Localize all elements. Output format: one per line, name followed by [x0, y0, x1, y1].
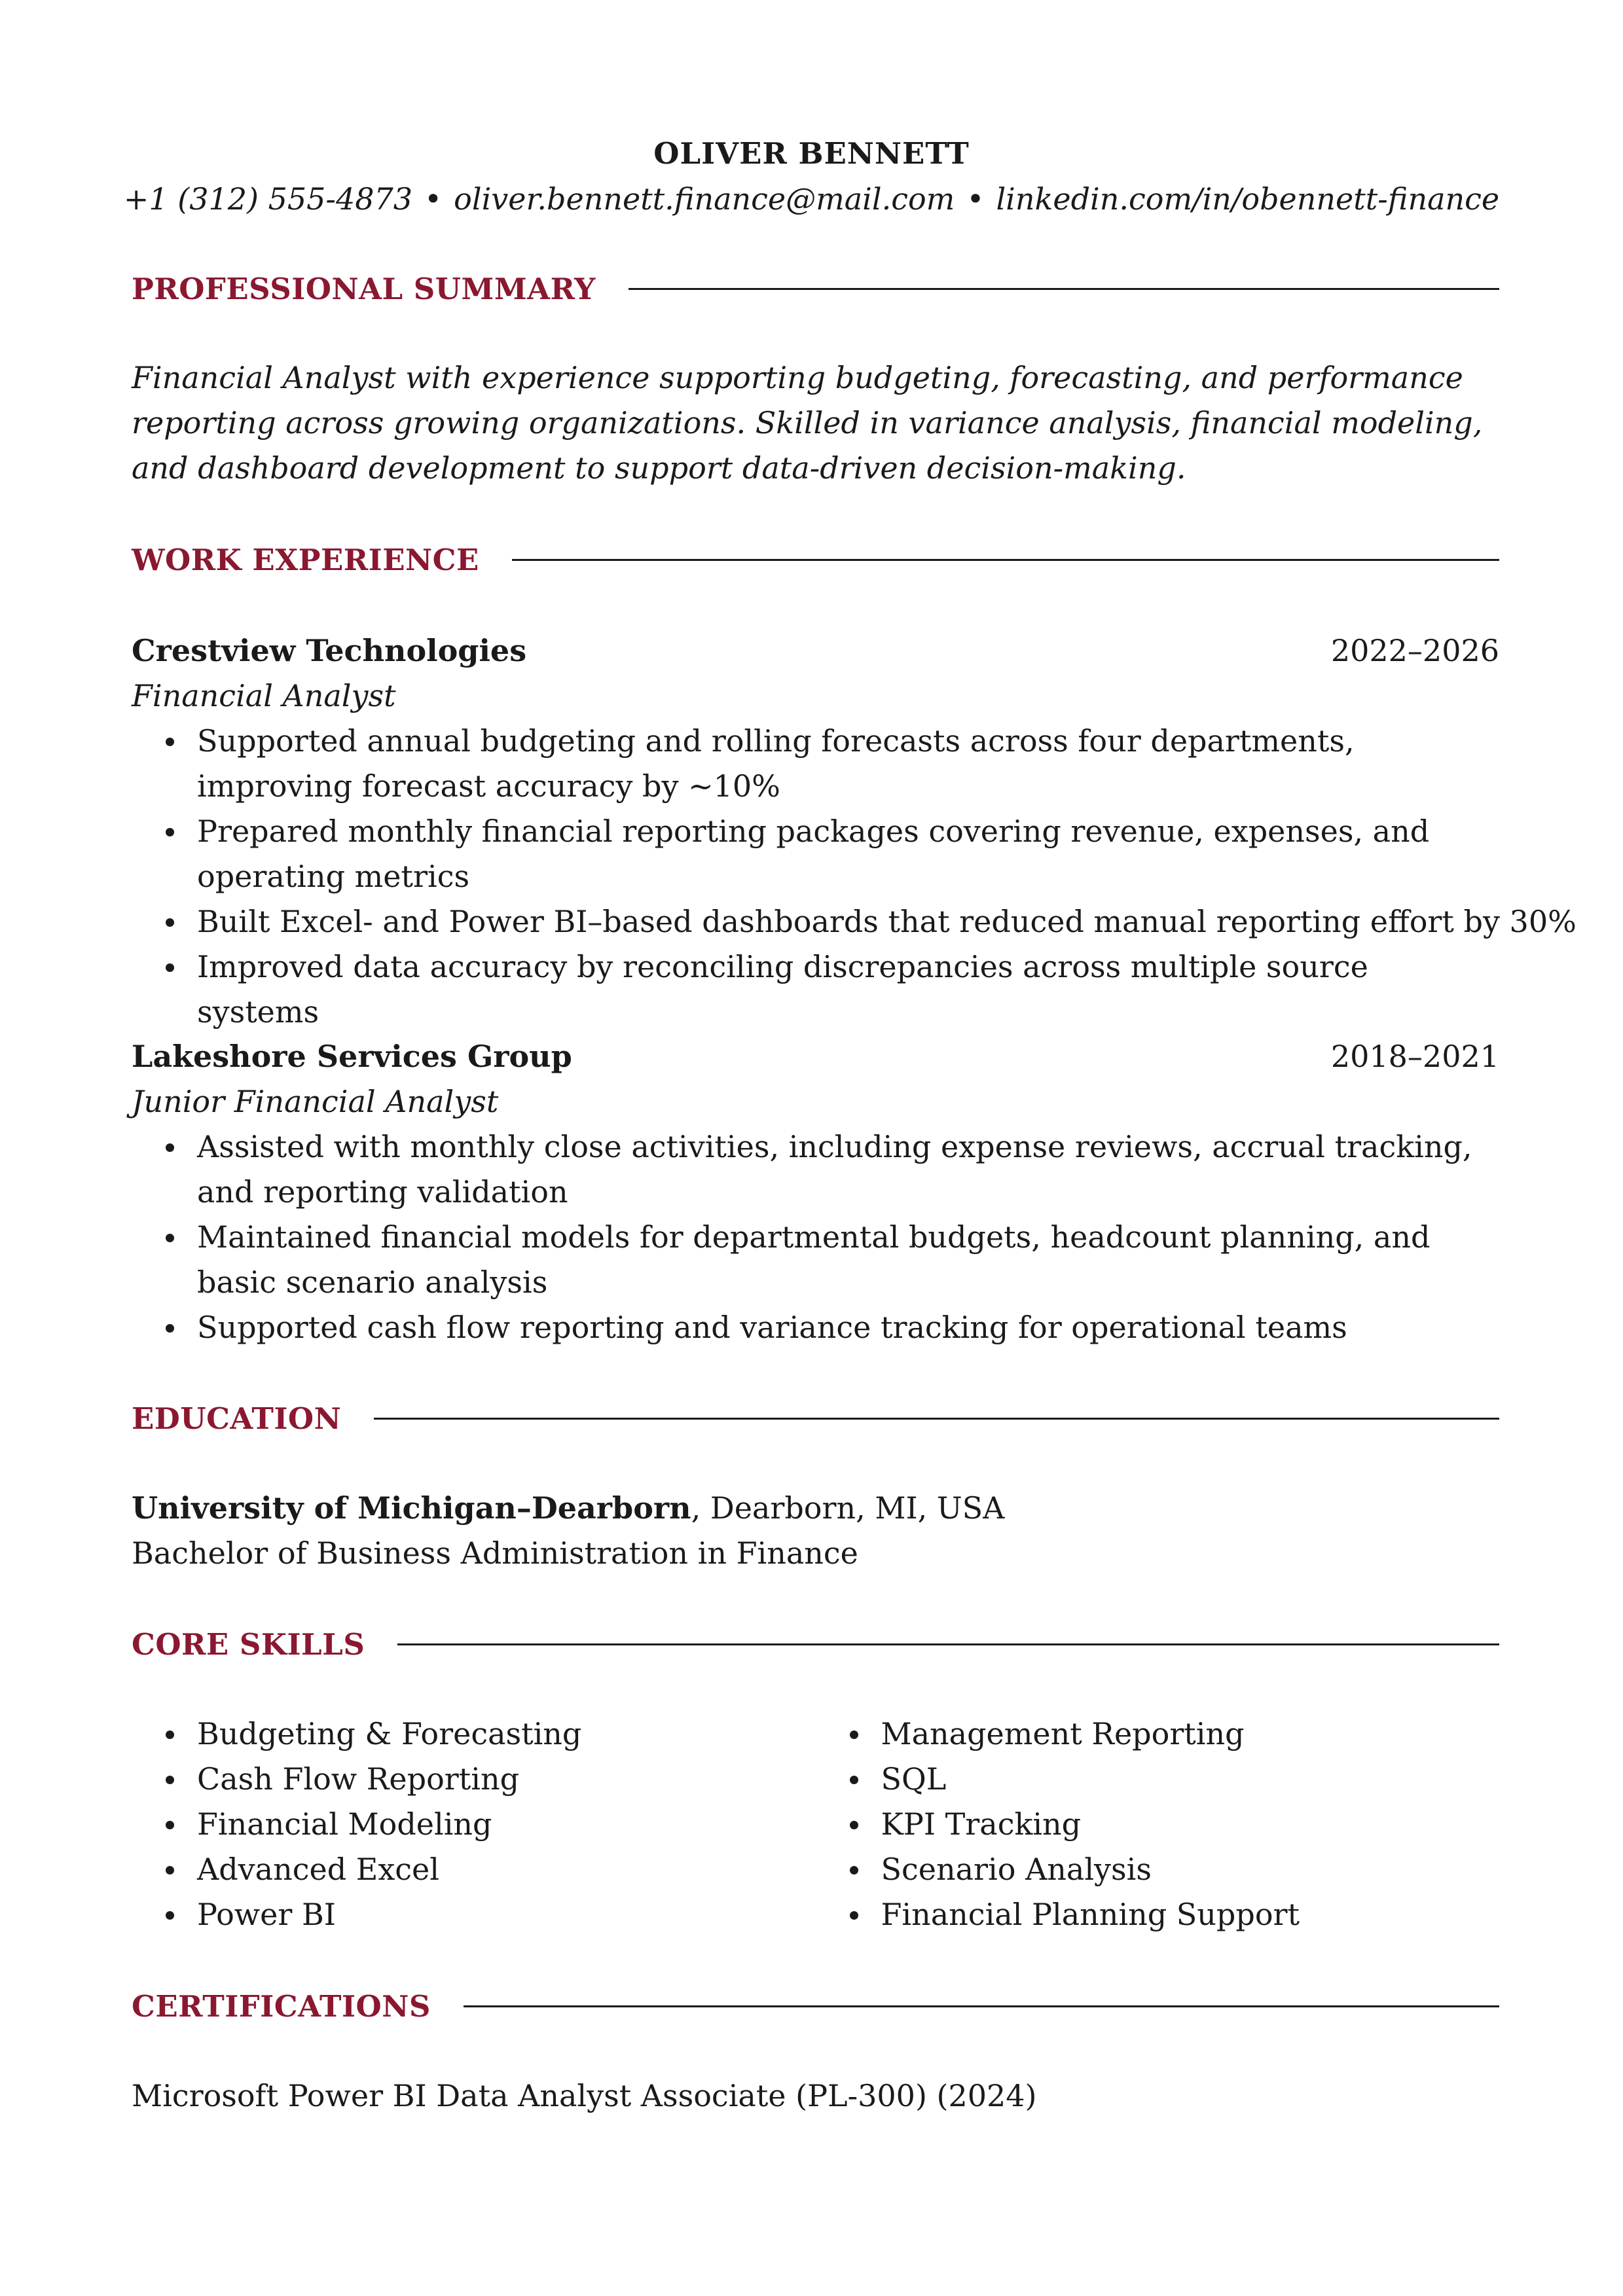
skills-column-left [132, 1712, 816, 1937]
certifications-list [132, 2073, 1499, 2119]
company-name: Crestview Technologies [132, 633, 527, 668]
education-section-header [132, 1397, 1499, 1440]
certifications-section-header [132, 1984, 1499, 2028]
job-entry [132, 1034, 1499, 1350]
company-name: Lakeshore Services Group [132, 1039, 572, 1074]
job-bullets [132, 1124, 1499, 1350]
degree: Bachelor of Business Administration in Finance [132, 1535, 858, 1571]
bullet-item: Built Excel- and Power BI–based dashboards that reduced manual reporting effort by 30% [132, 899, 1499, 944]
email-address[interactable]: oliver.bennett.finance@mail.com [454, 181, 955, 217]
section-divider [464, 2005, 1499, 2007]
bullet-item: Assisted with monthly close activities, including expense reviews, accrual tracking, and reporting validation [132, 1124, 1499, 1215]
bullet-item: Supported cash flow reporting and variance tracking for operational teams [132, 1305, 1499, 1350]
skills-section-header [132, 1623, 1499, 1666]
skill-item: Financial Planning Support [816, 1892, 1500, 1937]
contact-separator: • [966, 181, 985, 217]
school-line [132, 1486, 1499, 1531]
skill-item: Scenario Analysis [816, 1847, 1500, 1892]
skill-item: Advanced Excel [132, 1847, 816, 1892]
skill-item: SQL [816, 1757, 1500, 1802]
section-divider [512, 559, 1499, 561]
job-bullets [132, 719, 1577, 1035]
school-location: , Dearborn, MI, USA [691, 1490, 1005, 1526]
skill-item: KPI Tracking [816, 1802, 1500, 1847]
skill-item: Cash Flow Reporting [132, 1757, 816, 1802]
job-title: Junior Financial Analyst [132, 1084, 499, 1119]
skills-column-right [816, 1712, 1500, 1937]
job-dates: 2018–2021 [1330, 1039, 1499, 1074]
summary-section-header [132, 267, 1499, 310]
job-dates: 2022–2026 [1330, 633, 1499, 668]
section-title: PROFESSIONAL SUMMARY [132, 271, 596, 306]
candidate-name: OLIVER BENNETT [653, 136, 970, 171]
resume-header [0, 134, 1623, 221]
section-divider [397, 1643, 1499, 1645]
skill-item: Power BI [132, 1892, 816, 1937]
experience-section-header [132, 538, 1499, 581]
section-title: CORE SKILLS [132, 1626, 365, 1662]
skill-item: Financial Modeling [132, 1802, 816, 1847]
section-title: CERTIFICATIONS [132, 1988, 431, 2024]
certification-item: Microsoft Power BI Data Analyst Associate (PL-300) (2024) [132, 2078, 1037, 2113]
linkedin-url[interactable]: linkedin.com/in/obennett-finance [996, 181, 1500, 217]
job-entry [132, 628, 1577, 1035]
skill-item: Management Reporting [816, 1712, 1500, 1757]
education-entry [132, 1486, 1499, 1576]
bullet-item: Supported annual budgeting and rolling forecasts across four departments, improving forecast accuracy by ~10% [132, 719, 1499, 809]
job-title: Financial Analyst [132, 678, 396, 713]
phone-number: +1 (312) 555-4873 [123, 181, 413, 217]
skills-list [132, 1712, 1499, 1937]
section-title: EDUCATION [132, 1401, 342, 1436]
job-header [132, 628, 1499, 673]
job-header [132, 1034, 1499, 1079]
section-title: WORK EXPERIENCE [132, 542, 479, 577]
school-name: University of Michigan–Dearborn [132, 1490, 691, 1526]
contact-line [0, 177, 1623, 221]
bullet-item: Prepared monthly financial reporting packages covering revenue, expenses, and operating metrics [132, 809, 1499, 899]
bullet-item: Maintained financial models for departmental budgets, headcount planning, and basic scenario analysis [132, 1215, 1499, 1305]
bullet-item: Improved data accuracy by reconciling discrepancies across multiple source systems [132, 944, 1499, 1035]
contact-separator: • [424, 181, 443, 217]
section-divider [629, 288, 1499, 290]
summary-text: Financial Analyst with experience supporting budgeting, forecasting, and performance reporting across growing organizations. Skilled in variance analysis, financial modeling, and dashboard development to support data-driven decision-making. [132, 360, 1483, 486]
section-divider [374, 1418, 1499, 1420]
skill-item: Budgeting & Forecasting [132, 1712, 816, 1757]
